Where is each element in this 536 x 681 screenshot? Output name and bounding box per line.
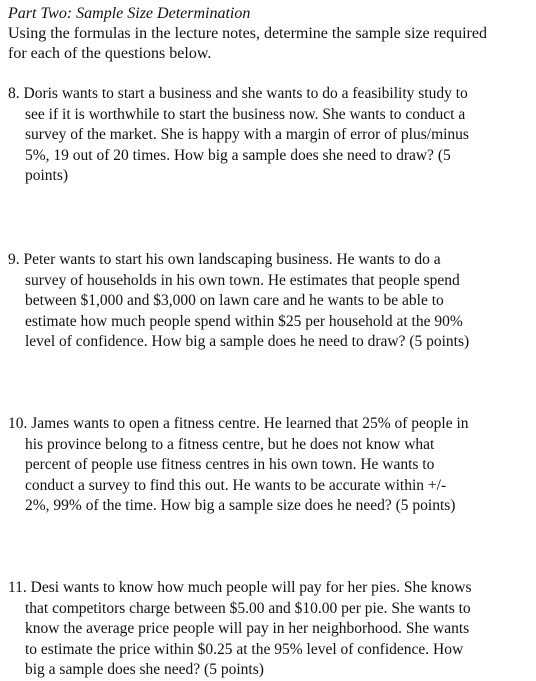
question-8 (8, 84, 532, 187)
question-line: 5%, 19 out of 20 times. How big a sample does she need to draw? (5 (25, 146, 451, 164)
question-9 (8, 250, 532, 353)
question-line: see if it is worthwhile to start the business now. She wants to conduct a (25, 105, 466, 123)
question-line: conduct a survey to find this out. He wants to be accurate within +/- (25, 476, 447, 494)
question-line: percent of people use fitness centres in his own town. He wants to (25, 456, 435, 473)
question-10 (8, 414, 532, 517)
question-line: 8. Doris wants to start a business and she wants to do a feasibility study to (8, 85, 468, 102)
question-line: survey of households in his own town. He estimates that people spend (25, 271, 460, 289)
question-line: 9. Peter wants to start his own landscaping business. He wants to do a (8, 251, 441, 268)
question-line: survey of the market. She is happy with a margin of error of plus/minus (25, 126, 469, 143)
question-11 (8, 578, 532, 681)
question-line: big a sample does she need? (5 points) (25, 661, 264, 678)
instructions (8, 24, 532, 64)
question-line: 10. James wants to open a fitness centre. He learned that 25% of people in (8, 415, 469, 432)
section-title: Part Two: Sample Size Determination (8, 5, 251, 22)
question-line: that competitors charge between $5.00 and $10.00 per pie. She wants to (25, 599, 471, 617)
question-line: 2%, 99% of the time. How big a sample size does he need? (5 points) (25, 497, 456, 514)
question-line: between $1,000 and $3,000 on lawn care and he wants to be able to (25, 292, 444, 309)
question-line: know the average price people will pay in her neighborhood. She wants (25, 620, 470, 637)
question-line: 11. Desi wants to know how much people will pay for her pies. She knows (8, 579, 472, 596)
question-line: his province belong to a fitness centre, but he does not know what (25, 435, 435, 453)
question-line: estimate how much people spend within $25 per household at the 90% (25, 312, 463, 330)
instructions-line: for each of the questions below. (8, 45, 212, 62)
question-line: to estimate the price within $0.25 at the 95% level of confidence. How (25, 640, 464, 658)
question-line: points) (25, 167, 69, 184)
instructions-line: Using the formulas in the lecture notes, determine the sample size required (8, 25, 487, 42)
question-line: level of confidence. How big a sample does he need to draw? (5 points) (25, 333, 470, 350)
